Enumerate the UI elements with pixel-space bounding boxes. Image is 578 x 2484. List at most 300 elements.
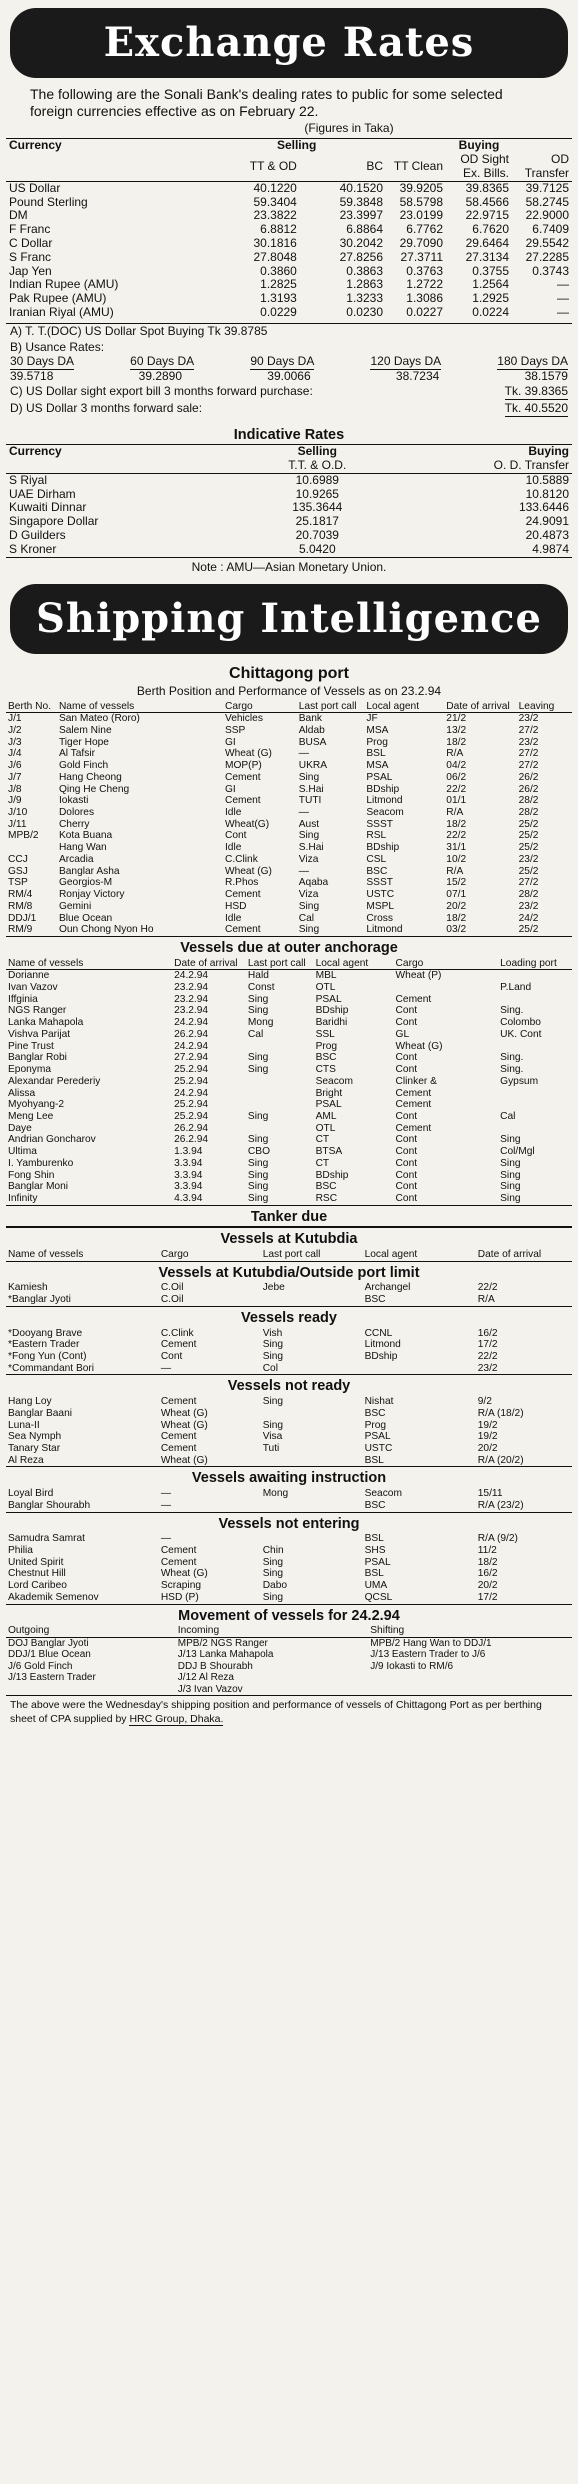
berth-row-cell: 25/2 (518, 818, 539, 830)
exchange-rates-title: Exchange Rates (103, 19, 475, 66)
outer-row-cell: GL (395, 1028, 410, 1040)
rate-row-cell: Pak Rupee (AMU) (9, 291, 107, 306)
outer-row-cell: 1.3.94 (174, 1146, 203, 1158)
movement-row (6, 1649, 572, 1661)
ready-row-cell: 22/2 (477, 1350, 498, 1362)
berth-row-cell: Tiger Hope (58, 736, 109, 748)
outer-row-cell: BSC (315, 1052, 337, 1064)
movement-row-cell: MPB/2 Hang Wan to DDJ/1 (370, 1637, 492, 1649)
berth-row-cell: Vehicles (224, 713, 263, 725)
movement-row (6, 1637, 572, 1649)
outer-row-cell: BSC (315, 1181, 337, 1193)
outer-row (6, 1170, 572, 1182)
usance-label: 90 Days DA (250, 354, 315, 369)
outer-row-cell: Sing (247, 1134, 269, 1146)
rate-row-cell: 0.3743 (532, 263, 569, 278)
col-od-transfer: OD Transfer (524, 152, 569, 180)
outer-anchorage-table (6, 958, 572, 1206)
not-ready-row (6, 1455, 572, 1467)
berth-row-cell: Salem Nine (58, 725, 112, 736)
outer-row-cell: Lanka Mahapola (8, 1017, 84, 1029)
not-ready-row (6, 1396, 572, 1408)
berth-row-cell: 25/2 (517, 924, 572, 936)
not-entering-row-cell: United Spirit (8, 1556, 64, 1568)
outer-row (6, 1134, 572, 1146)
berth-row-cell: 18/2 (446, 818, 467, 830)
berth-row-cell: 27/2 (518, 760, 539, 772)
ready-table (6, 1328, 572, 1376)
outer-row-cell: Cont (395, 1134, 418, 1146)
rate-row-cell: 27.8048 (253, 249, 297, 264)
movement-row-cell: DDJ B Shourabh (177, 1660, 253, 1672)
berth-row-cell: Cont (224, 830, 247, 842)
movement-row (6, 1672, 572, 1684)
outer-row-cell: 26.2.94 (174, 1028, 209, 1040)
outer-row-cell: BTSA (315, 1146, 343, 1158)
not-ready-row-cell: BSC (364, 1407, 386, 1419)
berth-row (6, 748, 572, 760)
berth-row-cell: 28/2 (518, 889, 539, 901)
berth-row (6, 772, 572, 784)
outer-row-cell: 25.2.94 (174, 1064, 209, 1076)
column-header: Outgoing (6, 1625, 176, 1637)
rate-row-cell: DM (9, 208, 28, 223)
rate-row-cell: 0.3863 (346, 263, 383, 278)
rate-row-cell: 58.5798 (399, 194, 443, 209)
not-ready-row (6, 1408, 572, 1420)
berth-title: Berth Position and Performance of Vessels as on 23.2.94 (136, 683, 442, 698)
outer-row (6, 1052, 572, 1064)
outer-row-cell: Andrian Goncharov (8, 1134, 96, 1146)
outer-row-cell: P.Land (500, 982, 532, 994)
berth-row-cell: Aust (298, 818, 320, 830)
shipping-banner (10, 584, 568, 654)
rate-row-cell: 29.5542 (525, 235, 569, 250)
berth-row-cell: Viza (298, 889, 319, 901)
shipping-title: Shipping Intelligence (36, 595, 542, 643)
rate-row-cell: 1.2564 (472, 277, 509, 292)
berth-row-cell: Cement (224, 795, 261, 807)
indicative-row-cell: 135.3644 (292, 500, 343, 515)
kutubdia-title: Vessels at Kutubdia (220, 1231, 358, 1248)
rate-row-cell: 22.9000 (525, 208, 569, 223)
rate-row-cell: 27.8256 (339, 249, 383, 264)
berth-row-cell: 01/1 (446, 795, 467, 807)
rate-row-cell: Jap Yen (9, 263, 52, 278)
outer-row-cell: Cal (247, 1028, 264, 1040)
outer-row-cell: MBL (315, 970, 337, 982)
indicative-row (6, 543, 572, 557)
outer-row-cell: Cement (395, 1122, 432, 1134)
kutubdia-outside-table (6, 1282, 572, 1306)
outer-row-cell: Eponyma (8, 1064, 52, 1076)
berth-row-cell: Cement (224, 771, 261, 783)
ind-col-selling: Selling (297, 444, 337, 459)
usance-label: 120 Days DA (370, 354, 442, 369)
berth-row (6, 819, 572, 831)
berth-row-cell: Wheat (G) (224, 748, 272, 760)
outer-row-cell: CBO (247, 1146, 270, 1158)
movement-row-cell: J/9 Iokasti to RM/6 (370, 1660, 454, 1672)
line-c (6, 384, 572, 401)
berth-row-cell: Dolores (58, 807, 95, 819)
berth-row-cell: — (298, 748, 309, 760)
outer-row-cell: Ultima (8, 1146, 37, 1158)
outer-row-cell: OTL (315, 982, 336, 994)
berth-row-cell: R/A (446, 748, 464, 760)
outer-row-cell: Cont (395, 1064, 418, 1076)
amu-note: Note : AMU—Asian Monetary Union. (6, 557, 572, 581)
column-header: Cargo (394, 958, 499, 970)
berth-row-cell: SSP (224, 725, 246, 736)
movement-row-cell (368, 1672, 572, 1684)
outer-row-cell: Cont (395, 1169, 418, 1181)
line-a: A) T. T.(DOC) US Dollar Spot Buying Tk 39.8785 (6, 323, 572, 340)
outer-row-cell: 25.2.94 (174, 1075, 209, 1087)
rate-row-cell: 1.3193 (260, 291, 297, 306)
kutubdia-row-cell: C.Oil (160, 1282, 184, 1294)
berth-row (6, 784, 572, 796)
ready-row-cell (363, 1363, 476, 1375)
movement-title: Movement of vessels for 24.2.94 (178, 1607, 400, 1624)
footer-text: The above were the Wednesday's shipping position and performance of vessels of Chittagong Port as per berthing sheet of CPA supplied by (10, 1699, 542, 1725)
movement-row-cell: J/3 Ivan Vazov (176, 1684, 368, 1696)
not-entering-row-cell: Sing (261, 1592, 363, 1604)
not-entering-row-cell: 18/2 (477, 1556, 498, 1568)
rate-row (6, 237, 572, 251)
berth-row-cell: 22/2 (446, 783, 467, 795)
outer-row-cell: Bright (315, 1087, 343, 1099)
outer-row-cell: Infinity (6, 1193, 172, 1205)
outer-row-cell: PSAL (315, 1099, 342, 1111)
not-entering-row (6, 1545, 572, 1557)
line-d-value: Tk. 40.5520 (504, 400, 568, 415)
berth-row-cell: J/10 (8, 807, 28, 819)
ind-col-currency: Currency (9, 444, 62, 459)
not-entering-row-cell: Philia (8, 1544, 33, 1556)
kutubdia-row-cell: Kamiesh (8, 1282, 48, 1294)
not-entering-row-cell: BSL (364, 1568, 384, 1580)
outer-row-cell: BDship (315, 1169, 349, 1181)
berth-row-cell: 18/2 (446, 912, 467, 924)
berth-row-cell: GI (224, 736, 236, 748)
indicative-title: Indicative Rates (233, 426, 345, 443)
not-ready-row-cell: Sing (262, 1419, 284, 1431)
berth-row (6, 760, 572, 772)
berth-row-cell: Sing (298, 900, 320, 912)
outer-row-cell: Sing (247, 1064, 269, 1076)
column-header: Last port call (297, 701, 365, 713)
outer-row-cell: Prog (315, 1040, 338, 1052)
not-ready-row-cell: Sea Nymph (8, 1431, 62, 1443)
rate-row-cell: 23.3997 (339, 208, 383, 223)
ready-row-cell: *Fong Yun (Cont) (8, 1350, 87, 1362)
berth-row-cell: SSST (366, 818, 393, 830)
rate-row-cell: 1.2722 (406, 277, 443, 292)
berth-row-cell: C.Clink (224, 853, 258, 865)
usance-value: 39.5718 (10, 369, 54, 384)
outer-row-cell (498, 1123, 572, 1135)
rate-row-cell: — (557, 304, 569, 319)
berth-row-cell: J/2 (8, 725, 22, 736)
berth-row (6, 913, 572, 925)
outer-row-cell: 23.2.94 (174, 982, 209, 994)
berth-row-cell: 15/2 (446, 877, 467, 889)
col-selling: Selling (276, 138, 317, 153)
outer-row-cell: Sing (247, 1052, 269, 1064)
berth-row-cell: PSAL (366, 771, 393, 783)
not-ready-row-cell: Hang Loy (8, 1396, 52, 1408)
awaiting-row-cell: BSC (363, 1500, 476, 1512)
ready-row (6, 1328, 572, 1340)
berth-row-cell: Cross (366, 912, 393, 924)
exchange-rates-table (6, 138, 572, 319)
indicative-row-cell: Kuwaiti Dinnar (9, 500, 87, 515)
usance-value: 38.7234 (395, 369, 440, 384)
rate-row-cell: 6.8864 (346, 222, 383, 237)
movement-row-cell: MPB/2 NGS Ranger (177, 1637, 268, 1649)
berth-row-cell: BSC (366, 865, 388, 877)
indicative-row-cell: S Kroner (9, 541, 57, 556)
rate-row-cell: 40.1220 (253, 180, 297, 195)
berth-row-cell: 27/2 (518, 877, 539, 889)
outer-row (6, 1076, 572, 1088)
not-entering-row-cell: PSAL (364, 1556, 391, 1568)
berth-row-cell: Al Tafsir (58, 748, 95, 760)
berth-row-cell: J/9 (8, 795, 22, 807)
outer-row-cell: Wheat (G) (395, 1040, 443, 1052)
rate-row-cell: 27.3134 (465, 249, 509, 264)
berth-row-cell: 23/2 (518, 736, 539, 748)
outer-row-cell: Mong (247, 1017, 274, 1029)
indicative-row-cell: S Riyal (9, 472, 48, 487)
berth-row-cell: J/8 (8, 783, 22, 795)
outer-row-cell: Alexandar Perederiy (8, 1075, 101, 1087)
rate-row-cell: 29.6464 (465, 235, 509, 250)
not-ready-row (6, 1431, 572, 1443)
indicative-row (6, 515, 572, 529)
berth-row-cell: TSP (8, 877, 28, 889)
ready-row-cell: Col (261, 1363, 363, 1375)
not-ready-row-cell: Banglar Baani (8, 1407, 73, 1419)
berth-row-cell: RM/8 (8, 900, 33, 912)
outer-row-cell: OTL (315, 1122, 336, 1134)
berth-row-cell: Gemini (58, 900, 92, 912)
rate-row-cell: 6.7620 (472, 222, 509, 237)
berth-row-cell: 18/2 (446, 736, 467, 748)
outer-row-cell: Sing. (500, 1052, 524, 1064)
ready-row-cell: Cement (160, 1339, 197, 1351)
kutubdia-row (6, 1282, 572, 1294)
berth-row-cell: MSPL (366, 900, 395, 912)
berth-row (6, 807, 572, 819)
berth-row (6, 725, 572, 737)
outer-row-cell: Sing (247, 993, 269, 1005)
outer-row-cell (498, 1099, 572, 1111)
outer-row-cell: Cont (395, 1157, 418, 1169)
berth-row-cell: S.Hai (298, 783, 324, 795)
not-entering-row-cell: QCSL (363, 1592, 476, 1604)
ready-row-cell: *Eastern Trader (8, 1339, 80, 1351)
outer-row (6, 1146, 572, 1158)
outer-row (6, 1181, 572, 1193)
berth-row-cell: 31/1 (446, 842, 467, 854)
outer-row-cell: Sing (500, 1169, 521, 1181)
awaiting-row-cell (261, 1500, 363, 1512)
berth-row-cell: 26/2 (518, 771, 539, 783)
outer-row-cell: Cont (395, 1110, 418, 1122)
not-entering-row-cell: BSL (364, 1533, 384, 1545)
not-entering-row-cell: 17/2 (476, 1592, 572, 1604)
usance-value: 38.1579 (524, 369, 568, 384)
ready-row-cell: Vish (262, 1327, 283, 1339)
berth-row-cell: 28/2 (518, 807, 539, 819)
berth-row-cell: UKRA (298, 760, 328, 772)
berth-row-cell: RM/9 (6, 924, 57, 936)
usance-values (6, 370, 572, 384)
outer-row-cell (246, 1088, 314, 1100)
movement-row-cell: J/13 Eastern Trader to J/6 (370, 1649, 486, 1661)
berth-row-cell: J/6 (8, 760, 22, 772)
berth-row-cell: J/1 (8, 713, 22, 725)
berth-row-cell: 10/2 (446, 853, 467, 865)
movement-row-cell: J/6 Gold Finch (8, 1660, 73, 1672)
berth-row-cell: 26/2 (518, 783, 539, 795)
berth-row-cell: RSL (366, 830, 387, 842)
column-header: Date of arrival (172, 958, 246, 970)
not-entering-row-cell (261, 1533, 363, 1545)
rate-row-cell: 6.7409 (532, 222, 569, 237)
berth-row (6, 795, 572, 807)
indicative-row-cell: 4.9874 (532, 541, 569, 556)
outer-row-cell: NGS Ranger (8, 1005, 67, 1017)
berth-row-cell: Seacom (366, 807, 404, 819)
not-ready-row-cell: Luna-II (8, 1419, 40, 1431)
not-entering-row (6, 1557, 572, 1569)
berth-row-cell: Blue Ocean (58, 912, 113, 924)
berth-row-cell: 03/2 (444, 924, 516, 936)
tanker-title: Tanker due (250, 1208, 328, 1225)
berth-row-cell: Idle (224, 912, 242, 924)
berth-row-cell: Cement (224, 889, 261, 901)
not-entering-row-cell: Sing (262, 1556, 284, 1568)
outer-row-cell: 27.2.94 (174, 1052, 209, 1064)
berth-row (6, 830, 572, 842)
not-ready-row-cell: BSL (363, 1455, 476, 1467)
not-ready-row-cell: Tanary Star (8, 1442, 61, 1454)
berth-row-cell: 23/2 (518, 900, 539, 912)
not-ready-row (6, 1420, 572, 1432)
berth-row-cell: S.Hai (298, 842, 324, 854)
ready-row-cell: BDship (364, 1350, 398, 1362)
rate-row-cell: 27.2285 (525, 249, 569, 264)
berth-row-cell: 23/2 (518, 853, 539, 865)
berth-row (6, 866, 572, 878)
not-ready-row-cell (261, 1408, 363, 1420)
berth-row-cell: Bank (298, 713, 322, 725)
awaiting-row-cell: Banglar Shourabh (6, 1500, 159, 1512)
rate-row-cell: 39.8365 (465, 180, 509, 195)
berth-row-cell: Georgios-M (58, 877, 113, 889)
berth-row-cell: 06/2 (446, 771, 467, 783)
column-header: Leaving (517, 701, 572, 713)
berth-row-cell: Idle (224, 807, 242, 819)
outer-row-cell: Cal (500, 1110, 516, 1122)
not-ready-row-cell: Cement (160, 1442, 197, 1454)
exchange-rates-body (6, 181, 572, 319)
column-header: Date of arrival (444, 701, 516, 713)
berth-row-cell: BUSA (298, 736, 327, 748)
col-od-sight: OD Sight Ex. Bills. (460, 152, 509, 180)
rate-row (6, 306, 572, 320)
outer-row-cell: Vishva Parijat (8, 1028, 71, 1040)
line-d-text: D) US Dollar 3 months forward sale: (10, 400, 203, 415)
column-header: Name of vessels (57, 701, 223, 713)
not-entering-row-cell: Chin (262, 1544, 284, 1556)
ready-row (6, 1363, 572, 1375)
outer-row-cell: Sing (498, 1193, 572, 1205)
kutubdia-row-cell: Archangel (364, 1282, 411, 1294)
outer-row-cell: PSAL (315, 993, 342, 1005)
rate-row-cell: 1.3233 (346, 291, 383, 306)
berth-row-cell: 25/2 (518, 830, 539, 842)
outer-row-cell: Cont (394, 1193, 499, 1205)
kutubdia-row-cell (261, 1294, 363, 1306)
kutubdia-row-cell: BSC (363, 1294, 476, 1306)
column-header: Local agent (364, 701, 444, 713)
exchange-rates-banner (10, 8, 568, 78)
berth-row-cell: J/4 (8, 748, 22, 760)
rate-row-cell: 58.2745 (525, 194, 569, 209)
outer-row-cell: CT (315, 1134, 330, 1146)
outer-row-cell: Banglar Moni (8, 1181, 69, 1193)
berth-row-cell: Idle (224, 842, 242, 854)
movement-row-cell (368, 1684, 572, 1696)
outer-row-cell: Cont (395, 1005, 418, 1017)
berth-row-cell: GSJ (8, 865, 28, 877)
awaiting-row-cell: — (160, 1488, 171, 1500)
rate-row (6, 292, 572, 306)
berth-row (6, 854, 572, 866)
rate-row (6, 181, 572, 195)
not-entering-row (6, 1568, 572, 1580)
outer-row-cell: UK. Cont (500, 1028, 542, 1040)
berth-row-cell: Aqaba (298, 877, 329, 889)
rate-row-cell: 59.3848 (339, 194, 383, 209)
rate-row-cell: 0.0227 (406, 304, 443, 319)
outer-row-cell: Hald (247, 970, 269, 982)
outer-row-cell: Sing (247, 1157, 269, 1169)
column-header: Shifting (368, 1625, 572, 1637)
ready-row-cell: 17/2 (477, 1339, 498, 1351)
kutubdia-row-cell: C.Oil (159, 1294, 261, 1306)
berth-table (6, 701, 572, 937)
outer-row-cell (394, 982, 499, 994)
not-ready-row-cell: Cement (160, 1396, 197, 1408)
outer-title: Vessels due at outer anchorage (180, 939, 398, 956)
berth-row-cell: MSA (366, 760, 389, 772)
not-entering-row-cell: Chestnut Hill (8, 1568, 66, 1580)
ready-row-cell: 23/2 (476, 1363, 572, 1375)
rate-row-cell: 6.7762 (406, 222, 443, 237)
not-entering-row-cell: — (160, 1533, 171, 1545)
col-bc: BC (366, 159, 383, 174)
berth-row-cell: Hang Cheong (58, 771, 122, 783)
not-entering-row-cell: Wheat (G) (160, 1568, 208, 1580)
outer-row (6, 1088, 572, 1100)
outer-row (6, 1064, 572, 1076)
not-ready-row (6, 1443, 572, 1455)
